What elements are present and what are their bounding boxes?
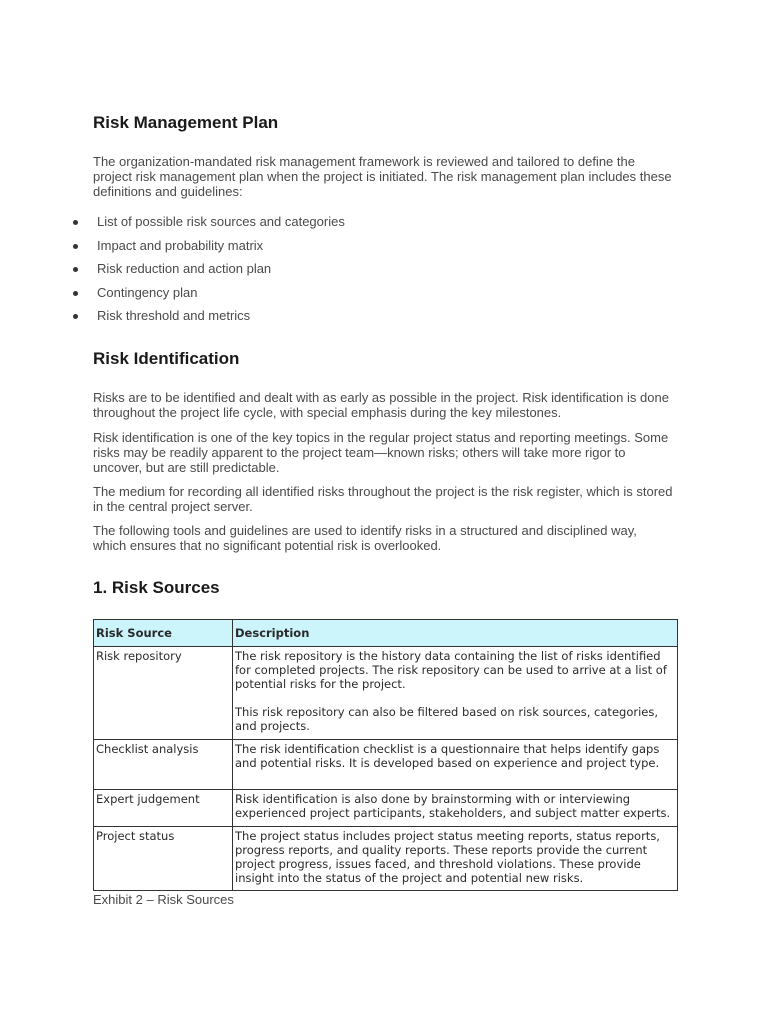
list-item-text: Risk threshold and metrics [97, 308, 251, 324]
risk-source-cell: Checklist analysis [94, 740, 233, 790]
description-text: The risk repository is the history data containing the list of risks identified for completed projects. The risk repository can be used to arrive at a list of potential risks for the project. [235, 649, 667, 691]
section-title-risk-management-plan: Risk Management Plan [93, 113, 279, 132]
table-header-row [94, 620, 678, 647]
table-row [94, 790, 678, 827]
bullet-icon [73, 220, 78, 225]
table-row [94, 740, 678, 790]
description-cell [233, 827, 678, 891]
description-text: This risk repository can also be filtered based on risk sources, categories, and projects. [235, 705, 658, 733]
risk-source-cell: Risk repository [94, 647, 233, 740]
description-text: The risk identification checklist is a questionnaire that helps identify gaps and potential risks. It is developed based on experience and project type. [235, 742, 660, 770]
paragraph: Risks are to be identified and dealt with as early as possible in the project. Risk identification is done throughout the project life cycle, with special emphasis during the key milestones. [93, 390, 669, 420]
column-header-risk-source: Risk Source [94, 620, 233, 647]
section-title-risk-identification: Risk Identification [93, 349, 240, 368]
description-cell [233, 740, 678, 790]
list-item-text: Impact and probability matrix [97, 237, 264, 253]
description-text: Risk identification is also done by brainstorming with or interviewing experienced project participants, stakeholders, and subject matter experts. [235, 792, 671, 820]
paragraph: The following tools and guidelines are used to identify risks in a structured and disciplined way, which ensures that no significant potential risk is overlooked. [93, 523, 637, 553]
column-header-description: Description [233, 620, 678, 647]
bullet-icon [73, 244, 78, 249]
bullet-icon [73, 314, 78, 319]
list-item-text: List of possible risk sources and categories [97, 214, 345, 229]
section-title-risk-sources: 1. Risk Sources [93, 578, 220, 597]
risk-sources-table [93, 619, 678, 891]
bullet-icon [73, 267, 78, 272]
description-text: The project status includes project status meeting reports, status reports, progress reports, and quality reports. These reports provide the current project progress, issues faced, and threshold violations. These provide insight into the status of the project and potential new risks. [235, 829, 660, 885]
table-caption: Exhibit 2 – Risk Sources [93, 892, 234, 907]
description-cell [233, 790, 678, 827]
risk-source-cell: Expert judgement [94, 790, 233, 827]
table-row [94, 647, 678, 740]
intro-paragraph: The organization-mandated risk management framework is reviewed and tailored to define the project risk management plan when the project is initiated. The risk management plan includes these definitions and guidelines: [93, 154, 672, 199]
list-item-text: Risk reduction and action plan [97, 261, 272, 277]
description-cell [233, 647, 678, 740]
paragraph: The medium for recording all identified risks throughout the project is the risk register, which is stored in the central project server. [93, 484, 673, 514]
bullet-icon [73, 291, 78, 296]
risk-source-cell: Project status [94, 827, 233, 891]
list-item-text: Contingency plan [97, 284, 198, 300]
table-row [94, 827, 678, 891]
paragraph: Risk identification is one of the key topics in the regular project status and reporting meetings. Some risks may be readily apparent to the project team—known risks; others will take more rigor to uncover, but are still predictable. [93, 430, 669, 475]
